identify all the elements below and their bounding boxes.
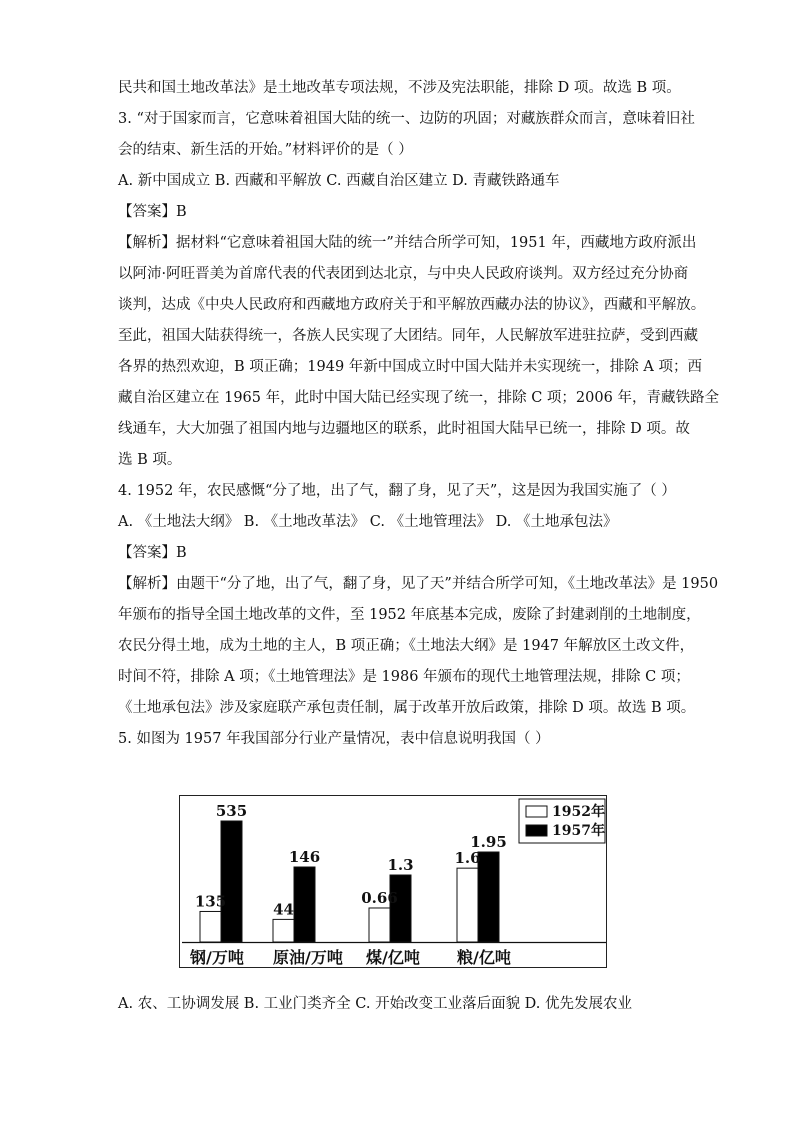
bar-1957-0 <box>221 821 242 942</box>
data-label-1957-0: 535 <box>215 802 248 820</box>
question-4-answer: 【答案】B <box>118 545 187 561</box>
question-4-analysis-2: 年颁布的指导全国土地改革的文件，至 1952 年底基本完成，废除了封建剥削的土地制度， <box>118 607 701 623</box>
question-3-stem-cont: 会的结束、新生活的开始。”材料评价的是（ ） <box>118 142 413 158</box>
question-4-analysis-1: 【解析】由题干“分了地，出了气，翻了身，见了天”并结合所学可知，《土地改革法》是 1950 <box>118 576 719 592</box>
question-3-answer: 【答案】B <box>118 204 187 220</box>
text-line-1: 民共和国土地改革法》是土地改革专项法规，不涉及宪法职能，排除 D 项。故选 B 项。 <box>118 80 681 96</box>
data-label-1952-2: 0.66 <box>361 888 398 907</box>
legend-swatch-1957 <box>526 825 547 836</box>
question-3-analysis-7: 线通车，大大加强了祖国内地与边疆地区的联系，此时祖国大陆早已统一，排除 D 项。故 <box>118 421 690 437</box>
question-4-analysis-4: 时间不符，排除 A 项；《土地管理法》是 1986 年颁布的现代土地管理法规，排除 C 项； <box>118 669 690 685</box>
question-3-analysis-8: 选 B 项。 <box>118 452 182 468</box>
question-3-analysis-5: 各界的热烈欢迎，B 项正确；1949 年新中国成立时中国大陆并未实现统一，排除 A 项；西 <box>118 359 702 375</box>
question-5-stem: 5. 如图为 1957 年我国部分行业产量情况，表中信息说明我国（ ） <box>118 731 550 747</box>
data-label-1952-3: 1.6 <box>454 849 481 868</box>
question-4-analysis-5: 《土地承包法》涉及家庭联产承包责任制，属于改革开放后政策，排除 D 项。故选 B 项。 <box>118 700 696 716</box>
data-label-1952-0: 135 <box>194 892 227 911</box>
question-3-analysis-2: 以阿沛·阿旺晋美为首席代表的代表团到达北京，与中央人民政府谈判。双方经过充分协商 <box>118 266 689 282</box>
question-3-options: A. 新中国成立 B. 西藏和平解放 C. 西藏自治区建立 D. 青藏铁路通车 <box>118 173 560 189</box>
legend-swatch-1952 <box>526 806 547 817</box>
bar-1952-3 <box>457 868 478 942</box>
question-4-stem: 4. 1952 年，农民感慨“分了地，出了气，翻了身，见了天”，这是因为我国实施了（ ） <box>118 483 676 499</box>
legend-label-1957: 1957年 <box>552 823 605 839</box>
category-label-2: 煤/亿吨 <box>366 948 420 967</box>
bar-1957-3 <box>478 852 499 942</box>
category-label-3: 粮/亿吨 <box>457 948 511 967</box>
legend-label-1952: 1952年 <box>552 804 605 820</box>
data-label-1957-3: 1.95 <box>470 833 507 851</box>
data-label-1957-1: 146 <box>288 848 321 866</box>
question-3-analysis-4: 至此，祖国大陆获得统一，各族人民实现了大团结。同年，人民解放军进驻拉萨，受到西藏 <box>118 328 698 344</box>
bar-1957-2 <box>390 875 411 942</box>
category-label-1: 原油/万吨 <box>273 948 343 967</box>
bar-1957-1 <box>294 867 315 942</box>
data-label-1952-1: 44 <box>273 900 294 919</box>
production-chart <box>179 795 607 968</box>
chart-svg <box>180 796 608 969</box>
bar-1952-2 <box>369 908 390 942</box>
question-5-options: A. 农、工协调发展 B. 工业门类齐全 C. 开始改变工业落后面貌 D. 优先发展农业 <box>118 996 633 1012</box>
question-3-analysis-1: 【解析】据材料“它意味着祖国大陆的统一”并结合所学可知，1951 年，西藏地方政府派出 <box>118 235 697 251</box>
question-4-options: A. 《土地法大纲》 B. 《土地改革法》 C. 《土地管理法》 D. 《土地承包法》 <box>118 514 618 530</box>
question-3-analysis-3: 谈判，达成《中央人民政府和西藏地方政府关于和平解放西藏办法的协议》，西藏和平解放。 <box>118 297 706 313</box>
question-3-stem: 3. “对于国家而言，它意味着祖国大陆的统一、边防的巩固；对藏族群众而言，意味着旧社 <box>118 111 695 127</box>
question-3-analysis-6: 藏自治区建立在 1965 年，此时中国大陆已经实现了统一，排除 C 项；2006 年，青藏铁路全 <box>118 390 719 406</box>
question-4-analysis-3: 农民分得土地，成为土地的主人，B 项正确；《土地法大纲》是 1947 年解放区土改文件， <box>118 638 695 654</box>
data-label-1957-2: 1.3 <box>387 856 414 874</box>
category-label-0: 钢/万吨 <box>190 948 244 967</box>
bar-1952-0 <box>200 911 221 942</box>
bar-1952-1 <box>273 919 294 942</box>
